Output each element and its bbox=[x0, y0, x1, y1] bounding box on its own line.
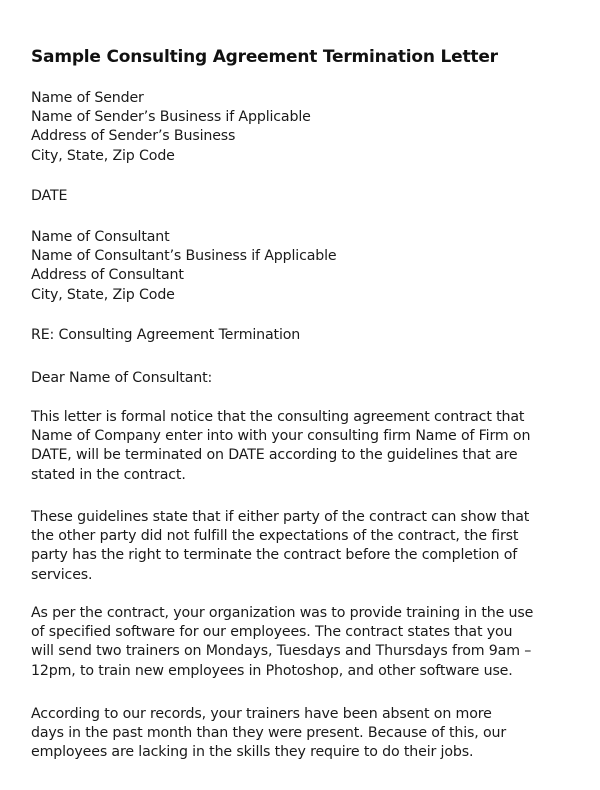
subject-text: RE: Consulting Agreement Termination bbox=[31, 327, 301, 343]
recipient-address-line: Address of Consultant bbox=[31, 267, 184, 284]
paragraph-line: of specified software for our employees. The contract states that you bbox=[31, 624, 513, 641]
paragraph-line: services. bbox=[31, 566, 93, 583]
recipient-city-state-zip: City, State, Zip Code bbox=[31, 286, 175, 303]
paragraph-line: According to our records, your trainers have been absent on more bbox=[31, 706, 492, 722]
paragraph-line: DATE, will be terminated on DATE according to the guidelines that are bbox=[31, 447, 518, 464]
salutation-text: Dear Name of Consultant: bbox=[31, 370, 213, 386]
recipient-address bbox=[31, 228, 337, 305]
body-paragraph-4 bbox=[31, 705, 506, 763]
paragraph-line: Name of Company enter into with your consulting firm Name of Firm on bbox=[31, 428, 531, 445]
sender-business-address: Address of Sender’s Business bbox=[31, 128, 236, 145]
paragraph-line: party has the right to terminate the contract before the completion of bbox=[31, 547, 518, 564]
paragraph-line: stated in the contract. bbox=[31, 466, 186, 483]
salutation bbox=[31, 369, 212, 388]
subject-line bbox=[31, 326, 300, 345]
sender-address bbox=[31, 89, 311, 166]
sender-city-state-zip: City, State, Zip Code bbox=[31, 147, 175, 164]
paragraph-line: employees are lacking in the skills they require to do their jobs. bbox=[31, 744, 474, 761]
paragraph-line: days in the past month than they were present. Because of this, our bbox=[31, 725, 507, 742]
paragraph-line: As per the contract, your organization was to provide training in the use bbox=[31, 605, 534, 621]
recipient-name: Name of Consultant bbox=[31, 229, 170, 245]
letter-date bbox=[31, 187, 67, 206]
body-paragraph-2 bbox=[31, 508, 529, 585]
date-text: DATE bbox=[31, 188, 68, 204]
paragraph-line: the other party did not fulfill the expectations of the contract, the first bbox=[31, 528, 519, 545]
sender-name: Name of Sender bbox=[31, 90, 144, 106]
paragraph-line: These guidelines state that if either party of the contract can show that bbox=[31, 509, 530, 525]
sender-business: Name of Sender’s Business if Applicable bbox=[31, 109, 311, 126]
paragraph-line: will send two trainers on Mondays, Tuesdays and Thursdays from 9am – bbox=[31, 643, 532, 660]
paragraph-line: 12pm, to train new employees in Photoshop, and other software use. bbox=[31, 662, 513, 679]
recipient-business: Name of Consultant’s Business if Applicable bbox=[31, 248, 337, 265]
body-paragraph-3 bbox=[31, 604, 533, 681]
paragraph-line: This letter is formal notice that the consulting agreement contract that bbox=[31, 409, 525, 425]
body-paragraph-1 bbox=[31, 408, 530, 485]
letter-title: Sample Consulting Agreement Termination Letter bbox=[31, 47, 498, 67]
